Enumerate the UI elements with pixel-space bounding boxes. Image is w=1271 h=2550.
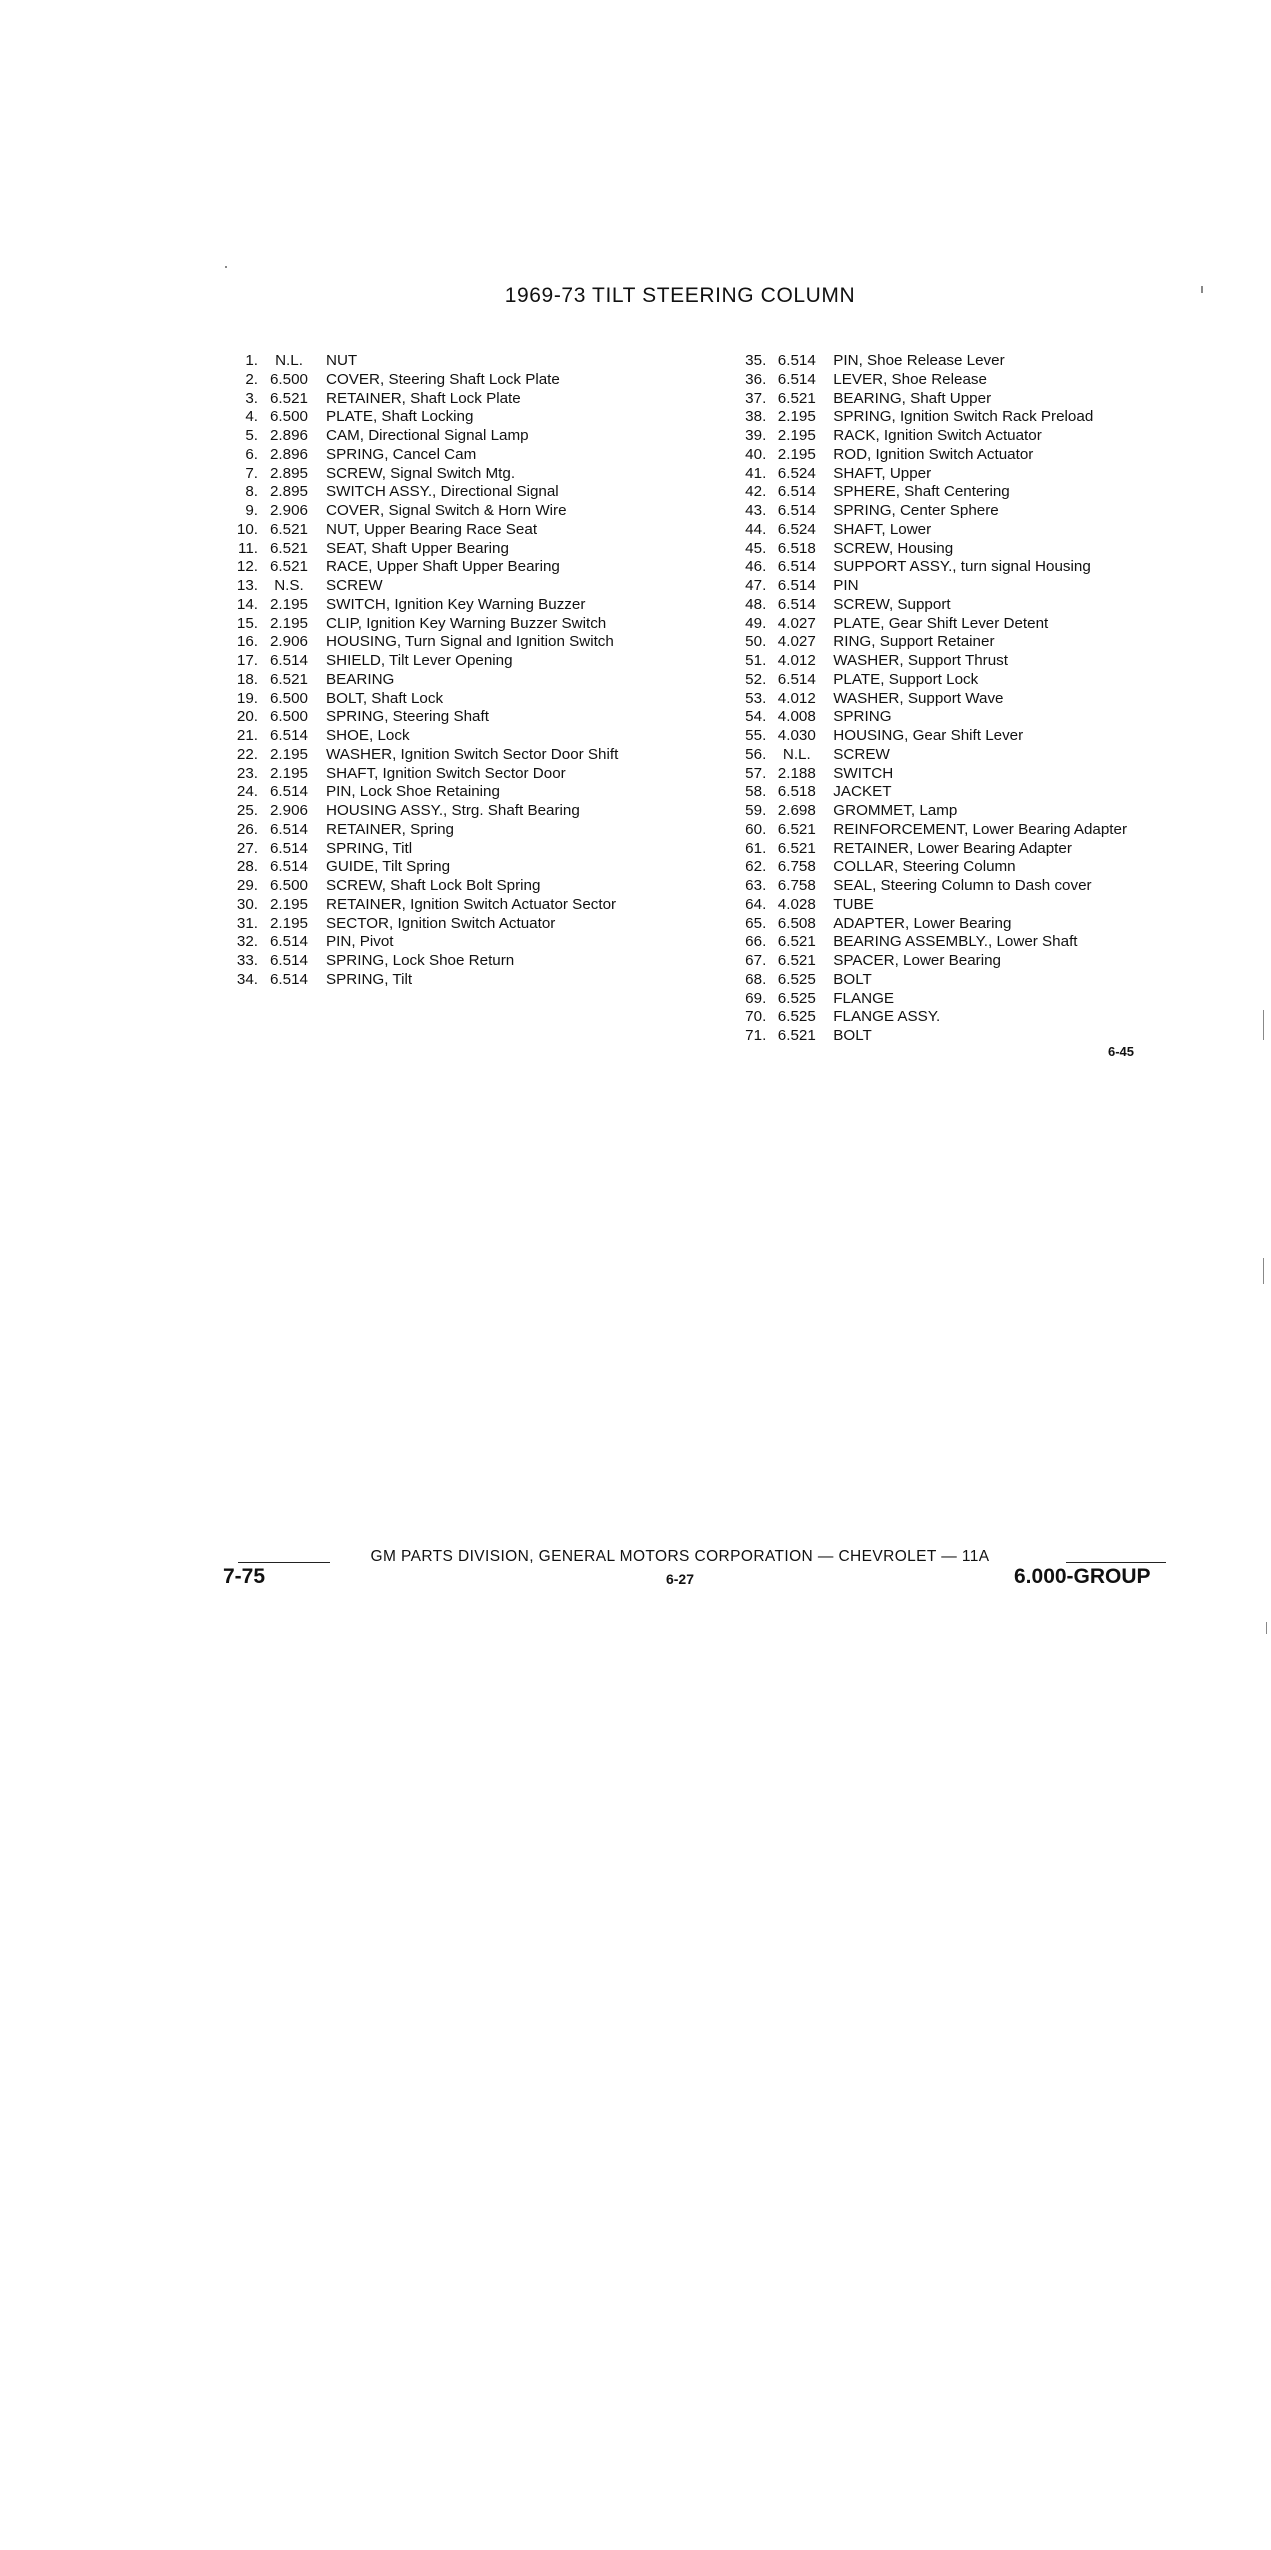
part-row	[727, 633, 1187, 652]
part-row	[727, 446, 1187, 465]
part-description: SUPPORT ASSY., turn signal Housing	[833, 558, 1091, 576]
part-row	[218, 783, 658, 802]
part-group-code: 6.514	[777, 558, 816, 576]
part-row	[218, 652, 658, 671]
part-description: SPACER, Lower Bearing	[833, 952, 1001, 969]
part-row	[218, 577, 658, 596]
part-number: 57.	[745, 764, 767, 782]
part-number: 44.	[745, 520, 767, 538]
part-group-code: 6.514	[777, 670, 816, 688]
part-description: SHIELD, Tilt Lever Opening	[326, 652, 513, 669]
footer-group: 6.000-GROUP	[1014, 1565, 1151, 1588]
part-number: 70.	[745, 1008, 767, 1026]
part-number: 39.	[745, 427, 767, 444]
part-row	[727, 671, 1187, 690]
part-number: 47.	[745, 577, 767, 594]
part-group-code: 4.028	[777, 895, 816, 913]
part-row	[727, 746, 1187, 765]
part-row	[727, 765, 1187, 784]
part-number: 65.	[745, 914, 767, 932]
part-row	[218, 708, 658, 727]
part-number: 58.	[745, 783, 767, 801]
part-number: 7.	[245, 464, 258, 482]
part-description: RACK, Ignition Switch Actuator	[833, 427, 1042, 444]
part-number: 67.	[745, 952, 767, 969]
part-number: 33.	[236, 952, 258, 969]
part-group-code: 6.514	[269, 820, 308, 838]
part-description: BEARING ASSEMBLY., Lower Shaft	[833, 933, 1078, 951]
part-number: 21.	[236, 727, 258, 744]
part-row	[218, 858, 658, 877]
part-number: 64.	[745, 895, 767, 913]
part-description: FLANGE ASSY.	[833, 1008, 941, 1026]
part-description: GUIDE, Tilt Spring	[326, 858, 451, 876]
part-group-code: 6.514	[777, 370, 816, 388]
part-row	[218, 596, 658, 615]
part-row	[218, 746, 658, 765]
part-description: SCREW, Support	[833, 595, 951, 613]
part-number: 69.	[745, 989, 767, 1007]
part-group-code: 6.525	[777, 970, 816, 988]
part-row	[218, 352, 658, 371]
part-row	[218, 633, 658, 652]
part-row	[727, 483, 1187, 502]
part-group-code: 6.500	[269, 408, 308, 426]
part-group-code: 6.514	[777, 352, 816, 369]
footer-date: 7-75	[223, 1565, 266, 1588]
part-row	[727, 390, 1187, 409]
part-group-code: 2.195	[777, 445, 816, 463]
part-group-code: 2.896	[269, 427, 308, 444]
part-number: 45.	[745, 539, 767, 557]
part-group-code: 4.012	[777, 652, 816, 669]
part-group-code: 2.195	[269, 764, 308, 782]
part-group-code: 2.195	[269, 595, 308, 613]
part-number: 43.	[745, 502, 767, 519]
part-group-code: 6.518	[777, 783, 816, 801]
part-row	[218, 933, 658, 952]
part-row	[218, 427, 658, 446]
part-row	[727, 821, 1187, 840]
part-description: RETAINER, Shaft Lock Plate	[326, 389, 521, 407]
part-group-code: 6.518	[777, 539, 816, 557]
part-number: 66.	[745, 933, 767, 951]
part-description: PLATE, Shaft Locking	[326, 408, 474, 426]
part-row	[218, 821, 658, 840]
part-number: 28.	[236, 858, 258, 876]
part-description: LEVER, Shoe Release	[833, 370, 987, 388]
part-description: PIN, Shoe Release Lever	[833, 352, 1005, 369]
part-group-code: N.S.	[274, 577, 304, 594]
part-description: NUT, Upper Bearing Race Seat	[326, 520, 538, 538]
part-group-code: 6.524	[777, 464, 816, 482]
part-row	[727, 990, 1187, 1009]
part-row	[218, 540, 658, 559]
part-group-code: 6.521	[269, 389, 308, 407]
part-number: 34.	[236, 970, 258, 988]
part-number: 9.	[245, 502, 258, 519]
part-description: COVER, Signal Switch & Horn Wire	[326, 502, 567, 519]
part-description: SPHERE, Shaft Centering	[833, 483, 1010, 501]
part-number: 41.	[745, 464, 767, 482]
part-number: 10.	[236, 520, 258, 538]
part-description: SPRING, Center Sphere	[833, 502, 999, 519]
part-number: 24.	[236, 783, 258, 801]
part-description: BEARING, Shaft Upper	[833, 389, 992, 407]
part-description: HOUSING ASSY., Strg. Shaft Bearing	[326, 802, 580, 819]
part-row	[218, 802, 658, 821]
part-group-code: 6.500	[269, 370, 308, 388]
page-title: 1969-73 TILT STEERING COLUMN	[504, 284, 856, 307]
part-number: 15.	[236, 614, 258, 632]
part-row	[218, 558, 658, 577]
part-row	[727, 933, 1187, 952]
part-number: 36.	[745, 370, 767, 388]
parts-list-left-column	[218, 352, 658, 990]
part-number: 56.	[745, 745, 767, 763]
part-number: 14.	[236, 595, 258, 613]
part-number: 3.	[245, 389, 258, 407]
part-row	[218, 896, 658, 915]
part-row	[727, 915, 1187, 934]
part-group-code: 2.195	[269, 895, 308, 913]
part-group-code: 6.758	[777, 877, 816, 894]
part-number: 30.	[236, 895, 258, 913]
part-number: 8.	[245, 483, 258, 501]
part-row	[727, 502, 1187, 521]
part-description: COLLAR, Steering Column	[833, 858, 1016, 876]
part-group-code: 2.895	[269, 483, 308, 501]
scan-mark	[1266, 1622, 1267, 1634]
part-row	[218, 671, 658, 690]
part-number: 59.	[745, 802, 767, 819]
part-row	[727, 802, 1187, 821]
part-group-code: 6.514	[269, 970, 308, 988]
part-row	[218, 408, 658, 427]
part-description: BOLT	[833, 970, 872, 988]
part-group-code: 6.521	[269, 520, 308, 538]
part-group-code: 2.906	[269, 633, 308, 651]
part-description: SCREW, Signal Switch Mtg.	[326, 464, 516, 482]
part-row	[727, 465, 1187, 484]
part-row	[218, 502, 658, 521]
part-group-code: 4.012	[777, 689, 816, 707]
part-description: WASHER, Support Wave	[833, 689, 1004, 707]
part-row	[727, 558, 1187, 577]
part-number: 60.	[745, 820, 767, 838]
part-group-code: 6.521	[777, 820, 816, 838]
part-group-code: 6.525	[777, 989, 816, 1007]
footer-page-number: 6-27	[665, 1571, 695, 1587]
part-number: 38.	[745, 408, 767, 426]
part-description: HOUSING, Turn Signal and Ignition Switch	[326, 633, 614, 651]
part-row	[218, 952, 658, 971]
part-number: 26.	[236, 820, 258, 838]
part-description: RACE, Upper Shaft Upper Bearing	[326, 558, 560, 576]
part-number: 37.	[745, 389, 767, 407]
part-row	[727, 1027, 1187, 1046]
part-group-code: 6.521	[777, 933, 816, 951]
part-row	[218, 727, 658, 746]
part-number: 2.	[245, 370, 258, 388]
part-description: SCREW	[326, 577, 383, 594]
part-row	[727, 971, 1187, 990]
part-number: 20.	[236, 708, 258, 726]
part-number: 16.	[236, 633, 258, 651]
part-description: TUBE	[833, 895, 874, 913]
part-row	[727, 952, 1187, 971]
part-number: 6.	[245, 445, 258, 463]
part-description: PLATE, Gear Shift Lever Detent	[833, 614, 1049, 632]
part-group-code: 6.500	[269, 689, 308, 707]
part-description: RETAINER, Spring	[326, 820, 455, 838]
part-description: SWITCH ASSY., Directional Signal	[326, 483, 559, 501]
part-row	[218, 915, 658, 934]
part-row	[727, 596, 1187, 615]
part-number: 1.	[245, 352, 258, 369]
part-group-code: 6.514	[269, 783, 308, 801]
part-description: ROD, Ignition Switch Actuator	[833, 445, 1034, 463]
part-description: CLIP, Ignition Key Warning Buzzer Switch	[326, 614, 607, 632]
part-row	[218, 840, 658, 859]
part-description: REINFORCEMENT, Lower Bearing Adapter	[833, 820, 1128, 838]
part-number: 53.	[745, 689, 767, 707]
part-description: FLANGE	[833, 989, 895, 1007]
part-number: 4.	[245, 408, 258, 426]
part-number: 22.	[236, 745, 258, 763]
part-group-code: 6.514	[269, 952, 308, 969]
part-number: 51.	[745, 652, 767, 669]
part-description: CAM, Directional Signal Lamp	[326, 427, 529, 444]
part-group-code: 2.195	[777, 408, 816, 426]
part-group-code: 6.500	[269, 708, 308, 726]
part-description: PIN, Pivot	[326, 933, 394, 951]
part-row	[727, 877, 1187, 896]
part-number: 49.	[745, 614, 767, 632]
part-group-code: 6.521	[777, 1027, 816, 1044]
part-description: SPRING, Ignition Switch Rack Preload	[833, 408, 1094, 426]
part-number: 17.	[236, 652, 258, 669]
part-group-code: 2.195	[269, 614, 308, 632]
part-group-code: 4.027	[777, 633, 816, 651]
part-description: SEAT, Shaft Upper Bearing	[326, 539, 509, 557]
part-description: RETAINER, Ignition Switch Actuator Sector	[326, 895, 617, 913]
part-number: 55.	[745, 727, 767, 744]
part-row	[727, 708, 1187, 727]
part-number: 27.	[236, 839, 258, 857]
part-group-code: 2.895	[269, 464, 308, 482]
part-description: WASHER, Ignition Switch Sector Door Shift	[326, 745, 619, 763]
part-group-code: 4.008	[777, 708, 816, 726]
part-number: 63.	[745, 877, 767, 894]
part-description: SCREW, Housing	[833, 539, 954, 557]
part-group-code: 6.525	[777, 1008, 816, 1026]
part-number: 31.	[236, 914, 258, 932]
part-number: 52.	[745, 670, 767, 688]
footer-publisher: GM PARTS DIVISION, GENERAL MOTORS CORPORATION — CHEVROLET — 11A	[370, 1548, 990, 1565]
part-row	[727, 371, 1187, 390]
scan-mark	[1263, 1258, 1264, 1284]
part-description: SHOE, Lock	[326, 727, 410, 744]
scan-mark	[1263, 1010, 1264, 1040]
scan-mark	[225, 266, 227, 268]
part-description: SHAFT, Lower	[833, 520, 932, 538]
part-description: RING, Support Retainer	[833, 633, 995, 651]
part-group-code: 6.758	[777, 858, 816, 876]
part-row	[727, 840, 1187, 859]
part-description: WASHER, Support Thrust	[833, 652, 1008, 669]
part-number: 61.	[745, 839, 767, 857]
part-description: RETAINER, Lower Bearing Adapter	[833, 839, 1072, 857]
part-group-code: 6.514	[269, 652, 308, 669]
part-group-code: 6.521	[269, 558, 308, 576]
part-description: GROMMET, Lamp	[833, 802, 958, 819]
part-group-code: N.L.	[275, 352, 303, 369]
part-number: 5.	[245, 427, 258, 444]
part-group-code: 6.514	[777, 577, 816, 594]
part-group-code: 6.514	[269, 839, 308, 857]
part-description: COVER, Steering Shaft Lock Plate	[326, 370, 560, 388]
parts-list-right-column	[727, 352, 1187, 1046]
part-group-code: 6.508	[777, 914, 816, 932]
part-row	[218, 690, 658, 709]
part-description: SEAL, Steering Column to Dash cover	[833, 877, 1092, 894]
part-group-code: 2.188	[777, 764, 816, 782]
part-group-code: 6.514	[269, 933, 308, 951]
part-description: SWITCH, Ignition Key Warning Buzzer	[326, 595, 586, 613]
figure-reference: 6-45	[1108, 1044, 1135, 1059]
part-group-code: 2.698	[777, 802, 816, 819]
part-group-code: N.L.	[782, 745, 811, 763]
part-group-code: 2.906	[269, 502, 308, 519]
part-description: ADAPTER, Lower Bearing	[833, 914, 1012, 932]
part-row	[218, 371, 658, 390]
part-row	[727, 615, 1187, 634]
scan-mark	[1201, 286, 1203, 293]
part-number: 13.	[236, 577, 258, 594]
part-description: SPRING, Steering Shaft	[326, 708, 489, 726]
part-number: 19.	[236, 689, 258, 707]
part-group-code: 4.027	[777, 614, 816, 632]
part-description: JACKET	[833, 783, 892, 801]
part-row	[218, 765, 658, 784]
part-row	[727, 727, 1187, 746]
part-description: SWITCH	[833, 764, 894, 782]
part-description: SPRING, Lock Shoe Return	[326, 952, 515, 969]
part-row	[727, 408, 1187, 427]
part-group-code: 2.195	[269, 914, 308, 932]
part-group-code: 6.524	[777, 520, 816, 538]
part-description: HOUSING, Gear Shift Lever	[833, 727, 1024, 744]
part-description: BOLT, Shaft Lock	[326, 689, 444, 707]
part-description: PLATE, Support Lock	[833, 670, 979, 688]
part-group-code: 2.906	[269, 802, 308, 819]
part-description: SHAFT, Ignition Switch Sector Door	[326, 764, 566, 782]
part-row	[727, 577, 1187, 596]
part-description: SCREW, Shaft Lock Bolt Spring	[326, 877, 541, 894]
part-row	[727, 521, 1187, 540]
part-number: 48.	[745, 595, 767, 613]
part-row	[727, 896, 1187, 915]
part-description: SECTOR, Ignition Switch Actuator	[326, 914, 556, 932]
part-group-code: 2.195	[777, 427, 816, 444]
part-group-code: 6.514	[777, 502, 816, 519]
part-number: 18.	[236, 670, 258, 688]
part-description: BOLT	[833, 1027, 872, 1044]
part-group-code: 6.521	[269, 539, 308, 557]
part-number: 25.	[236, 802, 258, 819]
part-group-code: 4.030	[777, 727, 816, 744]
part-group-code: 2.896	[269, 445, 308, 463]
part-number: 35.	[745, 352, 767, 369]
part-description: PIN, Lock Shoe Retaining	[326, 783, 500, 801]
part-row	[727, 352, 1187, 371]
part-row	[218, 971, 658, 990]
part-number: 29.	[236, 877, 258, 894]
part-number: 46.	[745, 558, 767, 576]
part-number: 12.	[236, 558, 258, 576]
part-group-code: 6.514	[269, 727, 308, 744]
part-group-code: 6.521	[269, 670, 308, 688]
part-group-code: 6.514	[269, 858, 308, 876]
part-description: SPRING	[833, 708, 892, 726]
part-number: 54.	[745, 708, 767, 726]
part-number: 62.	[745, 858, 767, 876]
part-description: SPRING, Titl	[326, 839, 413, 857]
part-row	[218, 483, 658, 502]
part-row	[218, 390, 658, 409]
part-description: NUT	[326, 352, 358, 369]
part-group-code: 6.521	[777, 839, 816, 857]
part-description: SHAFT, Upper	[833, 464, 932, 482]
part-row	[727, 652, 1187, 671]
part-row	[218, 446, 658, 465]
part-row	[727, 427, 1187, 446]
part-description: BEARING	[326, 670, 395, 688]
part-number: 68.	[745, 970, 767, 988]
part-number: 71.	[745, 1027, 767, 1044]
part-row	[218, 877, 658, 896]
part-row	[727, 540, 1187, 559]
part-description: PIN	[833, 577, 859, 594]
part-group-code: 6.521	[777, 952, 816, 969]
part-row	[727, 858, 1187, 877]
part-number: 23.	[236, 764, 258, 782]
part-description: SPRING, Cancel Cam	[326, 445, 477, 463]
part-group-code: 6.514	[777, 595, 816, 613]
part-row	[727, 690, 1187, 709]
part-row	[218, 615, 658, 634]
part-description: SCREW	[833, 745, 890, 763]
part-number: 50.	[745, 633, 767, 651]
part-group-code: 6.514	[777, 483, 816, 501]
part-number: 40.	[745, 445, 767, 463]
part-row	[218, 465, 658, 484]
part-group-code: 6.500	[269, 877, 308, 894]
part-row	[727, 1008, 1187, 1027]
part-row	[727, 783, 1187, 802]
part-number: 11.	[238, 539, 258, 557]
part-row	[218, 521, 658, 540]
part-number: 42.	[745, 483, 767, 501]
part-group-code: 2.195	[269, 745, 308, 763]
part-number: 32.	[236, 933, 258, 951]
part-group-code: 6.521	[777, 389, 816, 407]
part-description: SPRING, Tilt	[326, 970, 413, 988]
